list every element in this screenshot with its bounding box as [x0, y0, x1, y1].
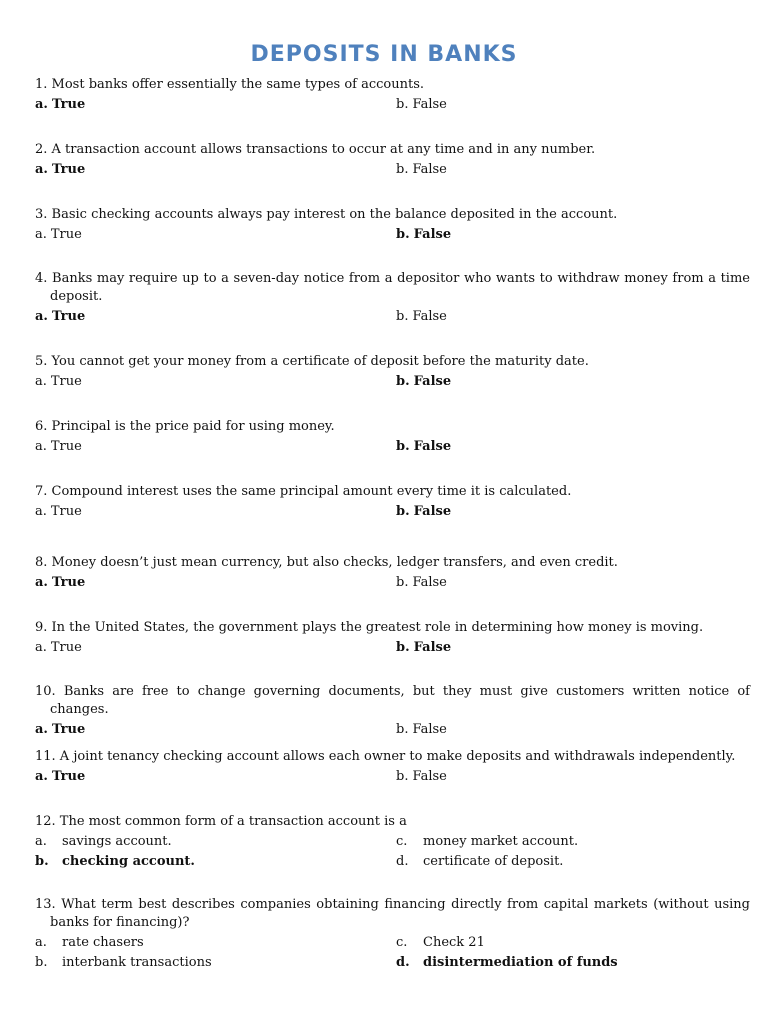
question-stem: 11. A joint tenancy checking account allows each owner to make deposits and withdrawals independently. — [35, 749, 736, 764]
question-1 — [35, 76, 750, 117]
question-stem: 8. Money doesn’t just mean currency, but also checks, ledger transfers, and even credit. — [35, 555, 618, 570]
question-4 — [35, 270, 750, 329]
page-title: DEPOSITS IN BANKS — [250, 42, 518, 67]
question-8 — [35, 554, 750, 595]
option-d: d. disintermediation of funds — [396, 955, 618, 970]
option-b: b. checking account. — [35, 854, 195, 869]
option-b: b. False — [396, 309, 447, 324]
option-b: b. interbank transactions — [35, 955, 212, 970]
option-a: a. rate chasers — [35, 935, 144, 950]
option-b: b. False — [396, 439, 452, 454]
question-stem: 13. What term best describes companies obtaining financing directly from capital markets (without using banks for financing)? — [35, 897, 750, 930]
question-9 — [35, 619, 750, 660]
option-b: b. False — [396, 640, 452, 655]
option-b: b. False — [396, 374, 452, 389]
question-stem: 4. Banks may require up to a seven-day notice from a depositor who wants to withdraw money from a time deposit. — [35, 271, 750, 304]
question-stem: 10. Banks are free to change governing documents, but they must give customers written notice of changes. — [35, 684, 750, 717]
question-12 — [35, 813, 750, 874]
question-stem: 6. Principal is the price paid for using money. — [35, 419, 335, 434]
option-a: a. True — [35, 640, 82, 655]
option-b: b. False — [396, 162, 447, 177]
option-a: a. True — [35, 769, 86, 784]
question-6 — [35, 418, 750, 459]
option-a: a. True — [35, 374, 82, 389]
question-stem: 5. You cannot get your money from a certificate of deposit before the maturity date. — [35, 354, 589, 369]
option-b: b. False — [396, 575, 447, 590]
question-5 — [35, 353, 750, 394]
option-c: c. Check 21 — [396, 935, 485, 950]
option-a: a. True — [35, 439, 82, 454]
option-a: a. True — [35, 722, 86, 737]
question-7 — [35, 483, 750, 524]
option-a: a. True — [35, 162, 86, 177]
option-b: b. False — [396, 227, 452, 242]
option-b: b. False — [396, 97, 447, 112]
option-b: b. False — [396, 504, 452, 519]
question-2 — [35, 141, 750, 182]
question-11 — [35, 748, 750, 789]
question-stem: 9. In the United States, the government plays the greatest role in determining how money is moving. — [35, 620, 704, 635]
question-stem: 7. Compound interest uses the same principal amount every time it is calculated. — [35, 484, 572, 499]
question-stem: 3. Basic checking accounts always pay interest on the balance deposited in the account. — [35, 207, 618, 222]
question-stem: 12. The most common form of a transaction account is a — [35, 814, 407, 829]
question-3 — [35, 206, 750, 247]
option-c: c. money market account. — [396, 834, 579, 849]
option-a: a. savings account. — [35, 834, 172, 849]
option-d: d. certificate of deposit. — [396, 854, 564, 869]
question-stem: 1. Most banks offer essentially the same types of accounts. — [35, 77, 425, 92]
option-b: b. False — [396, 722, 447, 737]
option-b: b. False — [396, 769, 447, 784]
option-a: a. True — [35, 504, 82, 519]
question-stem: 2. A transaction account allows transactions to occur at any time and in any number. — [35, 142, 596, 157]
option-a: a. True — [35, 309, 86, 324]
question-13 — [35, 896, 750, 975]
option-a: a. True — [35, 575, 86, 590]
option-a: a. True — [35, 97, 86, 112]
option-a: a. True — [35, 227, 82, 242]
question-10 — [35, 683, 750, 742]
